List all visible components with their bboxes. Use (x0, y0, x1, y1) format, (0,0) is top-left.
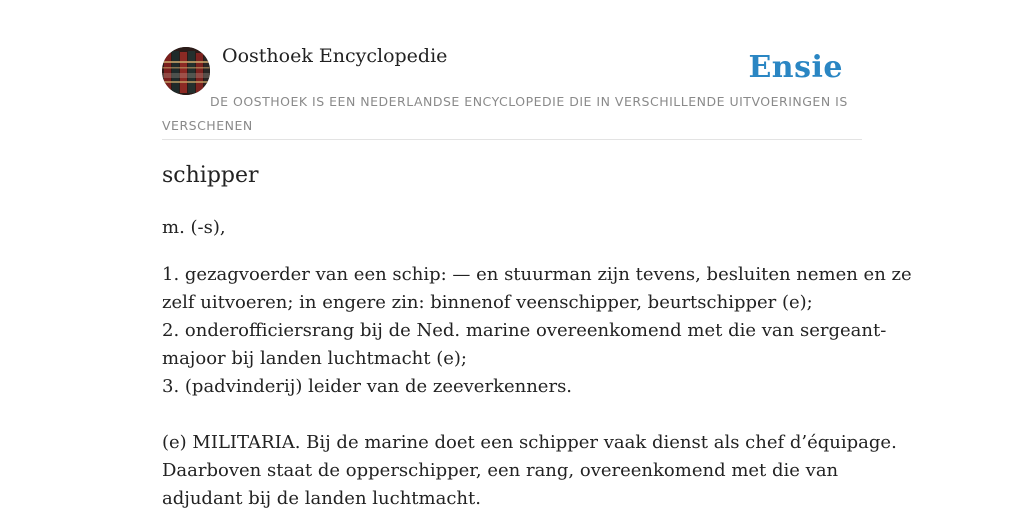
definition-line: majoor bij landen luchtmacht (e); (162, 348, 467, 369)
definition-line: 3. (padvinderij) leider van de zeeverkenners. (162, 376, 573, 397)
encyclopedia-books-icon[interactable] (162, 47, 210, 95)
note-line: adjudant bij de landen luchtmacht. (162, 488, 481, 509)
definition-line: 2. onderofficiersrang bij de Ned. marine overeenkomend met die van sergeant- (162, 320, 887, 341)
entry-body (162, 214, 912, 512)
entry-title: schipper (162, 163, 259, 188)
definition-line: 1. gezagvoerder van een schip: — en stuurman zijn tevens, besluiten nemen en ze (162, 264, 912, 285)
spacer (162, 401, 862, 429)
page-container (162, 0, 912, 509)
site-header (162, 0, 862, 140)
grammar-info: m. (-s), (162, 217, 226, 238)
brand-logo[interactable]: Ensie (748, 50, 843, 85)
note-line: (e) MILITARIA. Bij de marine doet een schipper vaak dienst als chef d’équipage. (162, 432, 897, 453)
definition-line: zelf uitvoeren; in engere zin: binnenof veenschipper, beurtschipper (e); (162, 292, 813, 313)
spacer (162, 247, 862, 261)
note-line: Daarboven staat de opperschipper, een rang, overeenkomend met die van (162, 460, 839, 481)
site-name[interactable]: Oosthoek Encyclopedie (222, 45, 448, 67)
site-tagline: DE OOSTHOEK IS EEN NEDERLANDSE ENCYCLOPEDIE DIE IN VERSCHILLENDE UITVOERINGEN IS VERSCHENEN (162, 94, 848, 133)
